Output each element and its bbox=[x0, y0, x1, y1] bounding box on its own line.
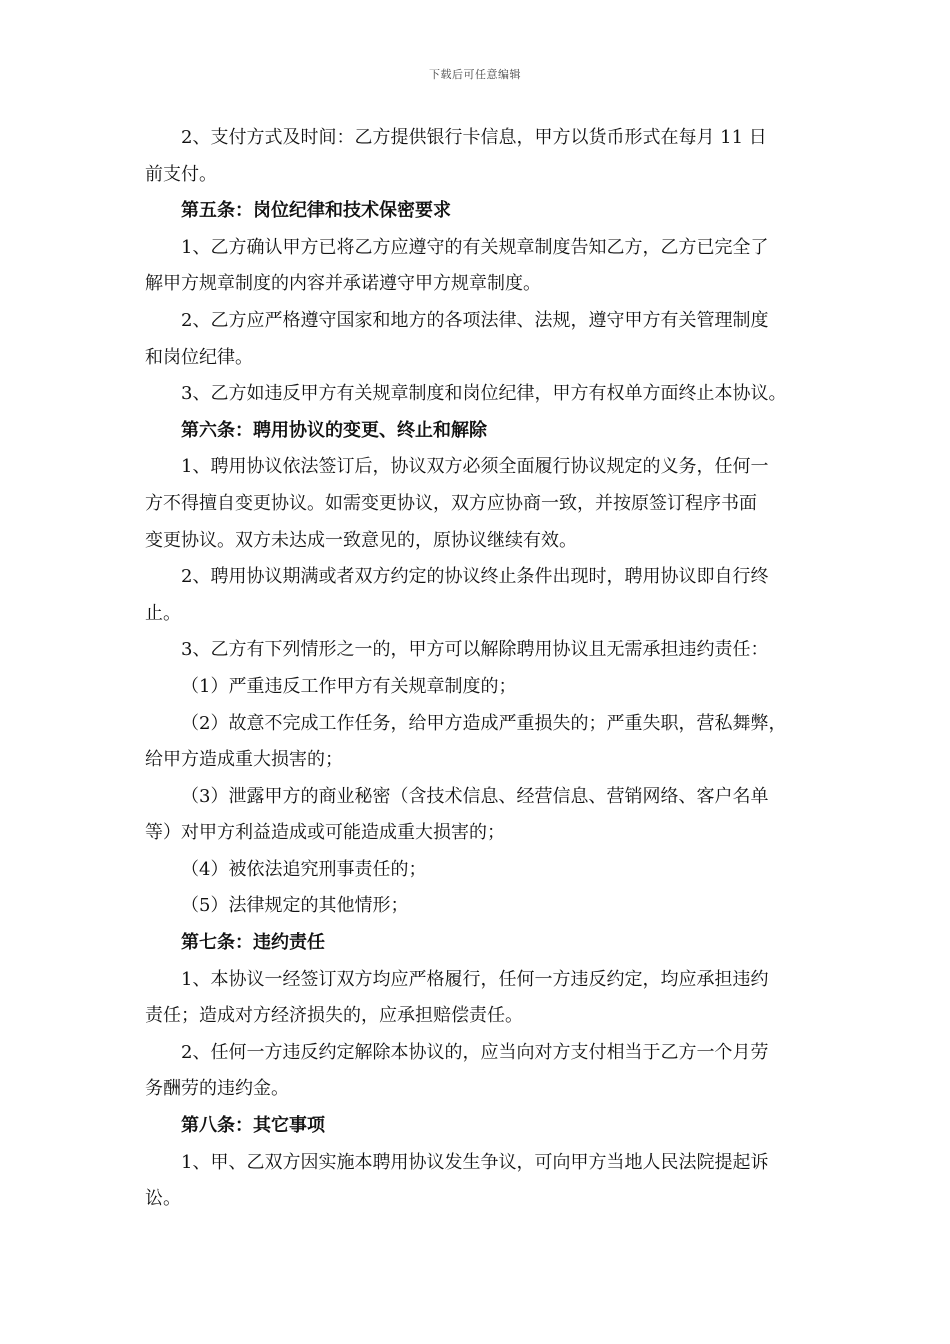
paragraph-line: 2、任何一方违反约定解除本协议的，应当向对方支付相当于乙方一个月劳 bbox=[181, 1041, 769, 1063]
paragraph-line: 务酬劳的违约金。 bbox=[145, 1078, 289, 1100]
paragraph-line: 2、聘用协议期满或者双方约定的协议终止条件出现时，聘用协议即自行终 bbox=[181, 566, 769, 588]
list-item-line: 给甲方造成重大损害的； bbox=[145, 749, 343, 771]
list-item-line: （5）法律规定的其他情形； bbox=[181, 895, 409, 917]
paragraph-line: 止。 bbox=[145, 602, 181, 624]
document-body bbox=[145, 120, 815, 1218]
paragraph-line: 方不得擅自变更协议。如需变更协议，双方应协商一致，并按原签订程序书面 bbox=[145, 492, 757, 514]
section-heading: 第七条：违约责任 bbox=[181, 932, 325, 954]
list-item-line: （2）故意不完成工作任务，给甲方造成严重损失的；严重失职，营私舞弊， bbox=[181, 712, 787, 734]
section-heading: 第六条：聘用协议的变更、终止和解除 bbox=[181, 419, 487, 441]
list-item-line: （1）严重违反工作甲方有关规章制度的； bbox=[181, 675, 517, 697]
paragraph-line: 3、乙方有下列情形之一的，甲方可以解除聘用协议且无需承担违约责任： bbox=[181, 639, 769, 661]
paragraph-line: 2、支付方式及时间：乙方提供银行卡信息，甲方以货币形式在每月 11 日 bbox=[181, 127, 767, 148]
paragraph-line: 讼。 bbox=[145, 1188, 181, 1210]
paragraph-line: 和岗位纪律。 bbox=[145, 346, 253, 368]
list-item-line: （4）被依法追究刑事责任的； bbox=[181, 858, 427, 880]
paragraph-line: 2、乙方应严格遵守国家和地方的各项法律、法规，遵守甲方有关管理制度 bbox=[181, 309, 769, 331]
paragraph-line: 责任；造成对方经济损失的，应承担赔偿责任。 bbox=[145, 1005, 523, 1027]
paragraph-line: 3、乙方如违反甲方有关规章制度和岗位纪律，甲方有权单方面终止本协议。 bbox=[181, 383, 787, 405]
list-item-line: 等）对甲方利益造成或可能造成重大损害的； bbox=[145, 822, 505, 844]
paragraph-line: 变更协议。双方未达成一致意见的，原协议继续有效。 bbox=[145, 529, 577, 551]
paragraph-line: 1、乙方确认甲方已将乙方应遵守的有关规章制度告知乙方，乙方已完全了 bbox=[181, 236, 769, 258]
paragraph-line: 1、聘用协议依法签订后，协议双方必须全面履行协议规定的义务，任何一 bbox=[181, 456, 769, 478]
header-note: 下载后可任意编辑 bbox=[429, 68, 521, 81]
paragraph-line: 1、甲、乙双方因实施本聘用协议发生争议，可向甲方当地人民法院提起诉 bbox=[181, 1151, 769, 1173]
list-item-line: （3）泄露甲方的商业秘密（含技术信息、经营信息、营销网络、客户名单 bbox=[181, 785, 769, 807]
section-heading: 第五条：岗位纪律和技术保密要求 bbox=[181, 200, 451, 222]
paragraph-line: 解甲方规章制度的内容并承诺遵守甲方规章制度。 bbox=[145, 273, 541, 295]
paragraph-line: 前支付。 bbox=[145, 163, 217, 185]
section-heading: 第八条：其它事项 bbox=[181, 1115, 325, 1137]
paragraph-line: 1、本协议一经签订双方均应严格履行，任何一方违反约定，均应承担违约 bbox=[181, 968, 769, 990]
